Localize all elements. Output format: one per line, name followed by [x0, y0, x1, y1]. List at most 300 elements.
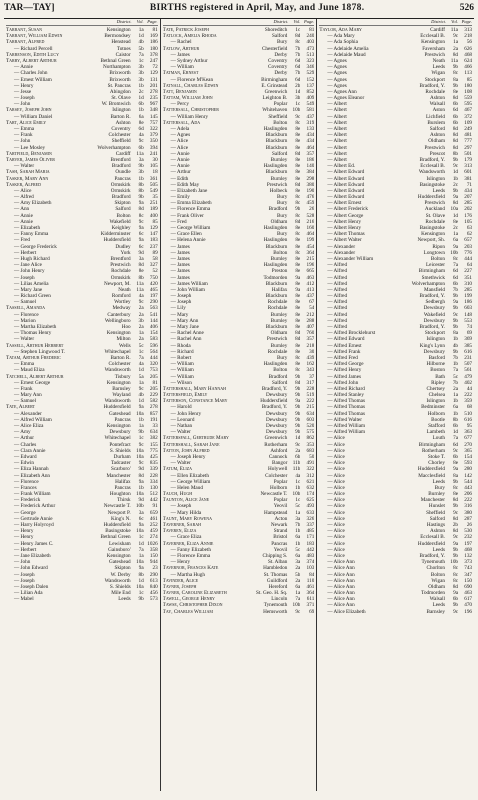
- entry-page: 316: [464, 503, 472, 510]
- entry-district: Lincoln: [271, 596, 288, 603]
- entry-district: Yeovil: [273, 503, 288, 510]
- entry-name: — Gertrude Annie: [14, 515, 53, 522]
- entry-volume: 3b: [138, 70, 144, 77]
- entry-page: 108: [464, 88, 472, 95]
- entry-page: 240: [306, 33, 315, 40]
- entry-name: Tatnall, Charles Edwin: [162, 82, 219, 89]
- entry-volume: 8e: [295, 163, 301, 170]
- entry-name: Tattersall, Christopher: [162, 107, 219, 114]
- entry-page: 174: [306, 491, 315, 498]
- entry-page: 852: [306, 88, 315, 95]
- entry-volume: 9b: [295, 429, 301, 436]
- entry-page: 145: [149, 113, 158, 120]
- entry-district: Oldham: [270, 218, 288, 225]
- entry-page: 249: [464, 126, 472, 132]
- entry-page: 374: [306, 559, 315, 566]
- entry-name: — Walter: [170, 429, 191, 436]
- entry-volume: 1c: [295, 478, 301, 485]
- entry-name: — Albert Ernest: [327, 200, 362, 207]
- entry-volume: 4b: [452, 342, 458, 349]
- entry-volume: 1c: [138, 435, 144, 442]
- entry-name: — Joseph: [170, 503, 192, 510]
- entry-volume: 4b: [138, 39, 144, 46]
- entry-volume: 3a: [138, 156, 144, 163]
- entry-volume: 1c: [138, 348, 144, 355]
- entry-name: Tassell, Arthur Herbert: [6, 342, 64, 349]
- entry-name: — Richard Green: [14, 293, 51, 300]
- entry-name: — William: [170, 64, 194, 71]
- entry-volume: 6d: [295, 57, 301, 64]
- entry-district: Rochdale: [267, 305, 288, 312]
- entry-volume: 6d: [138, 126, 144, 132]
- entry-district: Blackburn: [265, 138, 288, 145]
- entry-volume: 1d: [138, 398, 144, 405]
- entry-district: Pancras: [114, 416, 131, 423]
- entry-volume: 9b: [452, 503, 458, 510]
- entry-page: 407: [306, 324, 315, 330]
- entry-name: Taunt, Mary Rowena: [162, 515, 213, 522]
- entry-district: Ecclesall B.: [420, 534, 445, 541]
- entry-volume: 7b: [295, 70, 301, 77]
- entry-name: — Annie: [170, 163, 190, 170]
- entry-volume: 9b: [452, 552, 458, 559]
- entry-district: Ormskirk: [110, 187, 131, 194]
- entry-volume: 2a: [138, 311, 144, 318]
- entry-page: 444: [149, 354, 158, 361]
- entry-volume: 2a: [138, 305, 144, 312]
- entry-page: 196: [306, 262, 315, 269]
- entry-page: 412: [306, 280, 315, 287]
- entry-name: — Richard: [170, 348, 194, 355]
- entry-district: Burnley: [270, 175, 288, 182]
- entry-page: 44: [466, 385, 472, 392]
- column-header-name: [6, 19, 92, 25]
- entry-name: — Alfred: [327, 311, 348, 318]
- entry-page: 529: [306, 70, 315, 77]
- entry-name: Tarry, Albert Arthur: [6, 57, 57, 64]
- entry-name: — Florence: [14, 311, 39, 318]
- entry-district: Longtown: [423, 249, 445, 256]
- entry-name: — Joseph: [14, 577, 35, 584]
- entry-district: Wayland: [112, 392, 131, 399]
- entry-district: Prestwich: [424, 200, 445, 207]
- entry-page: 35: [152, 194, 158, 201]
- entry-volume: 7a: [138, 546, 144, 553]
- entry-page: 381: [464, 175, 472, 182]
- entry-district: Blackburn: [265, 324, 288, 330]
- entry-volume: 9b: [295, 392, 301, 399]
- entry-volume: 6d: [295, 64, 301, 71]
- entry-volume: 9a: [453, 194, 458, 201]
- entry-name: Tatlow, Arthur: [162, 45, 200, 52]
- entry-name: — Agnes Ann: [327, 88, 357, 95]
- entry-name: — Alice Ann: [327, 571, 355, 578]
- entry-page: 215: [306, 404, 315, 411]
- entry-district: Greenwich: [264, 435, 288, 442]
- entry-volume: 1c: [295, 497, 301, 504]
- entry-volume: 9b: [452, 305, 458, 312]
- entry-name: — Jane Elizabeth: [14, 552, 51, 559]
- entry-district: Hampstead: [263, 509, 288, 516]
- entry-volume: 5c: [295, 503, 301, 510]
- entry-volume: 6b: [138, 144, 144, 151]
- entry-name: — Alfred Stanley: [327, 392, 364, 399]
- entry-name: Tarrenson, Edith Lucy: [6, 51, 59, 58]
- entry-page: 196: [464, 608, 472, 615]
- entry-name: Tarrant, Susan: [6, 27, 42, 33]
- entry-volume: 7b: [452, 354, 458, 361]
- entry-name: — Alice: [327, 484, 345, 491]
- entry-district: St. Olave: [425, 212, 445, 219]
- entry-name: — Albert: [327, 144, 347, 151]
- entry-volume: 8d: [452, 132, 458, 139]
- entry-volume: 1c: [138, 534, 144, 541]
- entry-page: 544: [464, 478, 472, 485]
- entry-volume: 9c: [295, 441, 301, 448]
- entry-name: — Alfred: [327, 324, 348, 330]
- entry-page: 84: [309, 571, 315, 578]
- entry-district: Colchester: [108, 132, 131, 139]
- entry-page: 154: [149, 330, 158, 337]
- entry-page: 58: [152, 255, 158, 262]
- entry-name: — Percy: [170, 101, 189, 108]
- entry-volume: 3b: [138, 317, 144, 324]
- entry-district: Blackburn: [265, 169, 288, 176]
- entry-name: — Annie: [14, 64, 33, 71]
- entry-name: — Alfred John: [327, 379, 359, 386]
- entry-volume: 1d: [452, 169, 458, 176]
- entry-district: Mile End: [111, 590, 131, 597]
- entry-name: — Albert: [327, 156, 347, 163]
- entry-page: 199: [306, 237, 315, 244]
- entry-district: Wortley: [114, 299, 131, 306]
- entry-name: — Alice: [327, 552, 345, 559]
- entry-volume: 7b: [295, 45, 301, 52]
- entry-name: — Alice: [327, 534, 345, 541]
- entry-district: Whitechapel: [104, 435, 131, 442]
- entry-volume: 2b: [295, 82, 301, 89]
- entry-page: 372: [464, 113, 472, 120]
- entry-page: 339: [149, 466, 158, 473]
- column-header-quarter: Vol.: [451, 19, 458, 24]
- entry-name: Tatam, Arthur Frederic: [6, 354, 61, 361]
- entry-page: 513: [306, 51, 315, 58]
- entry-name: — Alfred Thomas: [327, 404, 365, 411]
- entry-district: Aston: [432, 107, 445, 114]
- entry-district: Lambeth: [426, 429, 445, 436]
- entry-district: Kensington: [106, 379, 131, 386]
- entry-name: — Alfred Frank: [327, 348, 361, 355]
- entry-volume: 8c: [453, 571, 458, 578]
- entry-name: — Alice Ann: [327, 590, 355, 597]
- entry-district: Blackburn: [265, 243, 288, 250]
- entry-name: Tarver, James Oliver: [6, 156, 55, 163]
- entry-name: — Alfred Ernest: [327, 342, 362, 349]
- entry-page: 129: [149, 225, 158, 231]
- entry-page: 110: [306, 577, 315, 584]
- entry-page: 285: [464, 286, 472, 293]
- entry-volume: 1a: [138, 552, 144, 559]
- entry-name: — Alfred Fred: [327, 354, 358, 361]
- entry-page: 227: [464, 268, 472, 275]
- entry-district: Bolton: [430, 255, 445, 262]
- entry-volume: 5b: [295, 571, 301, 578]
- entry-page: 152: [306, 76, 315, 83]
- entry-name: — Alice: [327, 522, 345, 528]
- entry-volume: 1a: [138, 330, 144, 337]
- entry-page: 63: [466, 225, 472, 231]
- entry-name: — Hugh Richard: [14, 255, 50, 262]
- entry-page: 215: [306, 255, 315, 262]
- entry-volume: 1a: [138, 379, 144, 386]
- entry-district: Poplar: [273, 497, 288, 504]
- entry-page: 621: [306, 478, 315, 485]
- entry-name: — Maud Eliza: [14, 367, 45, 374]
- entry-page: 95: [466, 423, 472, 429]
- entry-page: 278: [149, 88, 158, 95]
- entry-page: 632: [306, 484, 315, 491]
- entry-volume: 6d: [295, 76, 301, 83]
- entry-page: 371: [306, 602, 315, 609]
- entry-volume: 8c: [295, 231, 301, 238]
- entry-district: Barton R.: [110, 113, 131, 120]
- entry-page: 596: [149, 342, 158, 349]
- entry-page: 140: [306, 163, 315, 170]
- entry-district: Whitehaven: [262, 107, 288, 114]
- entry-page: 18: [152, 169, 158, 176]
- entry-district: Prescot: [429, 150, 445, 157]
- entry-district: Canterbury: [107, 311, 131, 318]
- entry-page: 252: [149, 522, 158, 528]
- entry-volume: 8e: [295, 175, 301, 182]
- entry-page: 235: [149, 95, 158, 102]
- entry-page: 199: [464, 293, 472, 300]
- entry-volume: 1d: [295, 88, 301, 95]
- entry-page: 270: [464, 441, 472, 448]
- entry-volume: 7b: [295, 51, 301, 58]
- entry-volume: 4b: [138, 392, 144, 399]
- entry-name: Tattersfall, Gertrude Mary: [162, 435, 229, 442]
- entry-name: — Alice: [327, 491, 345, 498]
- entry-district: Oldham: [428, 138, 445, 145]
- entry-page: 81: [309, 27, 315, 33]
- entry-district: Prestwich: [266, 181, 288, 188]
- entry-page: 459: [306, 200, 315, 207]
- entry-district: Dewsbury: [266, 429, 288, 436]
- entry-volume: 6b: [138, 101, 144, 108]
- entry-page: 634: [149, 429, 158, 436]
- entry-page: 285: [464, 200, 472, 207]
- entry-name: — Alice Ann: [327, 602, 355, 609]
- entry-name: — Alfred: [327, 274, 348, 281]
- entry-name: — Alice: [327, 460, 345, 467]
- entry-district: S. Shields: [109, 583, 131, 590]
- entry-volume: 8e: [295, 132, 301, 139]
- entry-page: 434: [464, 187, 472, 194]
- entry-volume: 1d: [138, 33, 144, 40]
- entry-page: 72: [152, 64, 158, 71]
- entry-volume: 8d: [452, 528, 458, 535]
- entry-page: 201: [149, 82, 158, 89]
- entry-district: Skipton: [114, 565, 131, 572]
- entry-page: 353: [306, 441, 315, 448]
- entry-name: — Martha Elizabeth: [14, 324, 57, 330]
- entry-volume: 8e: [453, 88, 458, 95]
- entry-district: Sheffield: [111, 138, 131, 145]
- entry-page: 520: [306, 423, 315, 429]
- entry-volume: 6b: [295, 453, 301, 460]
- entry-name: — Alice: [327, 447, 345, 454]
- entry-page: 559: [464, 95, 472, 102]
- entry-name: — Albert Edward: [327, 187, 365, 194]
- entry-name: — Florence M'Kean: [170, 76, 214, 83]
- entry-district: Hastings: [426, 522, 445, 528]
- entry-name: — Frederick Arthur: [14, 503, 56, 510]
- entry-district: Bury: [434, 484, 445, 491]
- entry-volume: 8c: [453, 565, 458, 572]
- entry-page: 359: [464, 398, 472, 405]
- entry-name: — William: [170, 367, 194, 374]
- entry-district: Gainsboro': [108, 546, 131, 553]
- entry-volume: 9b: [295, 404, 301, 411]
- entry-volume: 8e: [453, 491, 458, 498]
- entry-name: — John Henry: [170, 410, 202, 417]
- entry-page: 30: [152, 156, 158, 163]
- entry-name: — Jesse: [14, 88, 32, 95]
- entry-volume: 11b: [292, 466, 301, 473]
- entry-page: 89: [152, 249, 158, 256]
- entry-name: Tatton, John Alfred: [162, 447, 210, 454]
- entry-volume: 11a: [136, 286, 144, 293]
- entry-volume: 8c: [453, 70, 458, 77]
- entry-name: — Agnes: [327, 76, 347, 83]
- entry-page: 64: [466, 262, 472, 269]
- entry-page: 464: [306, 144, 315, 151]
- entry-page: 169: [149, 33, 158, 40]
- entry-page: 85: [152, 218, 158, 225]
- entry-name: Tatterson, Constance Mary: [162, 398, 228, 405]
- entry-volume: 7b: [452, 286, 458, 293]
- entry-volume: 3a: [295, 559, 301, 566]
- entry-name: — Joseph: [14, 274, 35, 281]
- entry-name: — Alice: [327, 528, 345, 535]
- entry-page: 439: [306, 354, 315, 361]
- entry-page: 857: [149, 410, 158, 417]
- entry-district: Kensington: [106, 27, 131, 33]
- entry-name: — James: [170, 262, 190, 269]
- entry-name: — Harold: [170, 404, 192, 411]
- entry-district: Bury: [276, 194, 288, 201]
- entry-page: 581: [306, 107, 315, 114]
- entry-district: Barnsley: [112, 385, 131, 392]
- entry-name: — Alice: [170, 144, 189, 151]
- entry-name: — Charles: [14, 441, 37, 448]
- entry-page: 444: [464, 255, 472, 262]
- entry-name: Tavinder, Alice: [162, 577, 199, 584]
- entry-name: — Alice Ann: [327, 596, 355, 603]
- entry-page: 493: [306, 503, 315, 510]
- entry-district: Hoo: [121, 324, 131, 330]
- entry-name: — Walter: [14, 336, 35, 343]
- entry-page: 218: [464, 33, 472, 40]
- entry-page: 222: [464, 392, 472, 399]
- entry-name: — Ada Sophia: [327, 39, 358, 46]
- entry-district: Haslingden: [263, 163, 288, 170]
- entry-name: — Albert: [327, 126, 347, 132]
- entry-volume: 9c: [138, 218, 144, 225]
- entry-district: Barton R.: [110, 354, 131, 361]
- entry-district: Stockport: [424, 330, 445, 337]
- entry-volume: 1b: [138, 82, 144, 89]
- entry-page: 62: [466, 231, 472, 238]
- entry-district: Chorley: [428, 460, 445, 467]
- register-column-3: [317, 19, 474, 791]
- entry-page: 179: [464, 156, 472, 163]
- entry-volume: 10b: [135, 503, 144, 510]
- entry-page: 549: [306, 101, 315, 108]
- entry-page: 840: [149, 583, 158, 590]
- entry-volume: 1b: [138, 175, 144, 182]
- entry-page: 476: [306, 194, 315, 201]
- entry-page: 563: [149, 305, 158, 312]
- entry-volume: 9a: [453, 466, 458, 473]
- entry-name: — Annie: [170, 150, 190, 157]
- entry-district: Burnley: [270, 342, 288, 349]
- entry-district: Bolton: [430, 571, 445, 578]
- entry-district: York: [120, 249, 131, 256]
- entry-name: — Emma Elizabeth: [170, 200, 212, 207]
- entry-name: Tawell, George Henry: [162, 596, 215, 603]
- entry-page: 197: [149, 293, 158, 300]
- entry-district: Faversham: [422, 45, 445, 52]
- entry-page: 442: [306, 546, 315, 553]
- entry-page: 52: [152, 268, 158, 275]
- entry-name: Taveren, Eliza: [162, 528, 197, 535]
- entry-volume: 1b: [452, 361, 458, 368]
- entry-name: — Albert Ed.: [327, 163, 356, 170]
- entry-name: — George William: [170, 478, 211, 485]
- column-header: [319, 19, 472, 26]
- entry-volume: 8e: [295, 361, 301, 368]
- entry-district: Holywell: [268, 466, 288, 473]
- entry-page: 690: [464, 583, 472, 590]
- entry-volume: 8d: [138, 262, 144, 269]
- entry-district: Dewsbury: [266, 416, 288, 423]
- entry-name: — Mary Jane: [14, 286, 43, 293]
- entry-district: Hemsworth: [263, 608, 288, 615]
- entry-name: — Alfred William: [14, 416, 52, 423]
- entry-volume: 5b: [138, 45, 144, 52]
- entry-district: Coventry: [268, 57, 288, 64]
- entry-volume: 1b: [295, 484, 301, 491]
- entry-name: — Agnes: [327, 64, 347, 71]
- entry-volume: 9c: [453, 608, 458, 615]
- entry-volume: 4a: [295, 472, 301, 479]
- entry-name: Taylor, Ada Mary: [319, 27, 362, 33]
- entry-volume: 8d: [452, 497, 458, 504]
- entry-name: — Edwin: [14, 460, 35, 467]
- entry-volume: 8e: [295, 126, 301, 132]
- entry-district: Leeds: [432, 478, 445, 485]
- entry-district: Bethnal Green: [100, 534, 131, 541]
- entry-name: — James: [170, 243, 190, 250]
- entry-name: — Alice Ann: [327, 583, 355, 590]
- entry-name: — Amy: [14, 429, 31, 436]
- entry-district: Newcastle T.: [103, 503, 131, 510]
- entry-name: Tatchell, Albert Arthur: [6, 373, 64, 380]
- entry-district: Neath: [118, 286, 131, 293]
- entry-page: 464: [306, 231, 315, 238]
